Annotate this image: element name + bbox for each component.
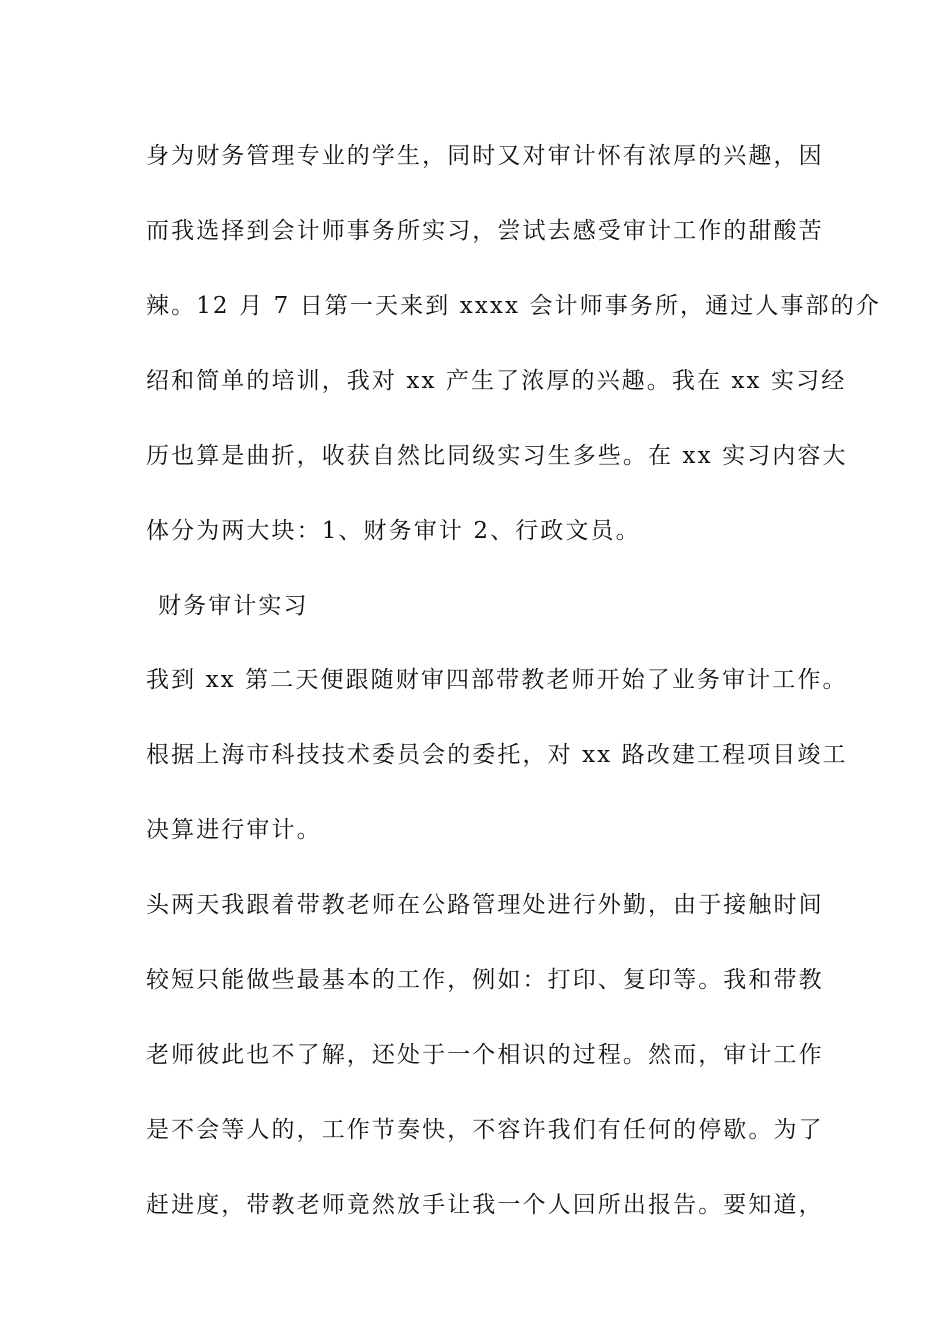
paragraph-line-14: 赶进度，带教老师竟然放手让我一个人回所出报告。要知道， <box>146 1192 824 1218</box>
paragraph-line-2: 而我选择到会计师事务所实习，尝试去感受审计工作的甜酸苦 <box>146 218 824 244</box>
paragraph-line-11: 较短只能做些最基本的工作，例如：打印、复印等。我和带教 <box>146 967 824 993</box>
paragraph-line-8: 根据上海市科技技术委员会的委托，对 xx 路改建工程项目竣工 <box>146 742 848 768</box>
paragraph-line-13: 是不会等人的，工作节奏快，不容许我们有任何的停歇。为了 <box>146 1117 824 1143</box>
paragraph-line-6: 体分为两大块：1、财务审计 2、行政文员。 <box>146 518 641 544</box>
section-heading: 财务审计实习 <box>158 593 309 619</box>
paragraph-line-9: 决算进行审计。 <box>146 817 322 843</box>
paragraph-line-5: 历也算是曲折，收获自然比同级实习生多些。在 xx 实习内容大 <box>146 443 848 469</box>
paragraph-line-12: 老师彼此也不了解，还处于一个相识的过程。然而，审计工作 <box>146 1042 824 1068</box>
paragraph-line-7: 我到 xx 第二天便跟随财审四部带教老师开始了业务审计工作。 <box>146 667 848 693</box>
paragraph-line-3: 辣。12 月 7 日第一天来到 xxxx 会计师事务所，通过人事部的介 <box>146 293 881 319</box>
paragraph-line-10: 头两天我跟着带教老师在公路管理处进行外勤，由于接触时间 <box>146 892 824 918</box>
paragraph-line-1: 身为财务管理专业的学生，同时又对审计怀有浓厚的兴趣，因 <box>146 143 824 169</box>
paragraph-line-4: 绍和简单的培训，我对 xx 产生了浓厚的兴趣。我在 xx 实习经 <box>146 368 847 394</box>
